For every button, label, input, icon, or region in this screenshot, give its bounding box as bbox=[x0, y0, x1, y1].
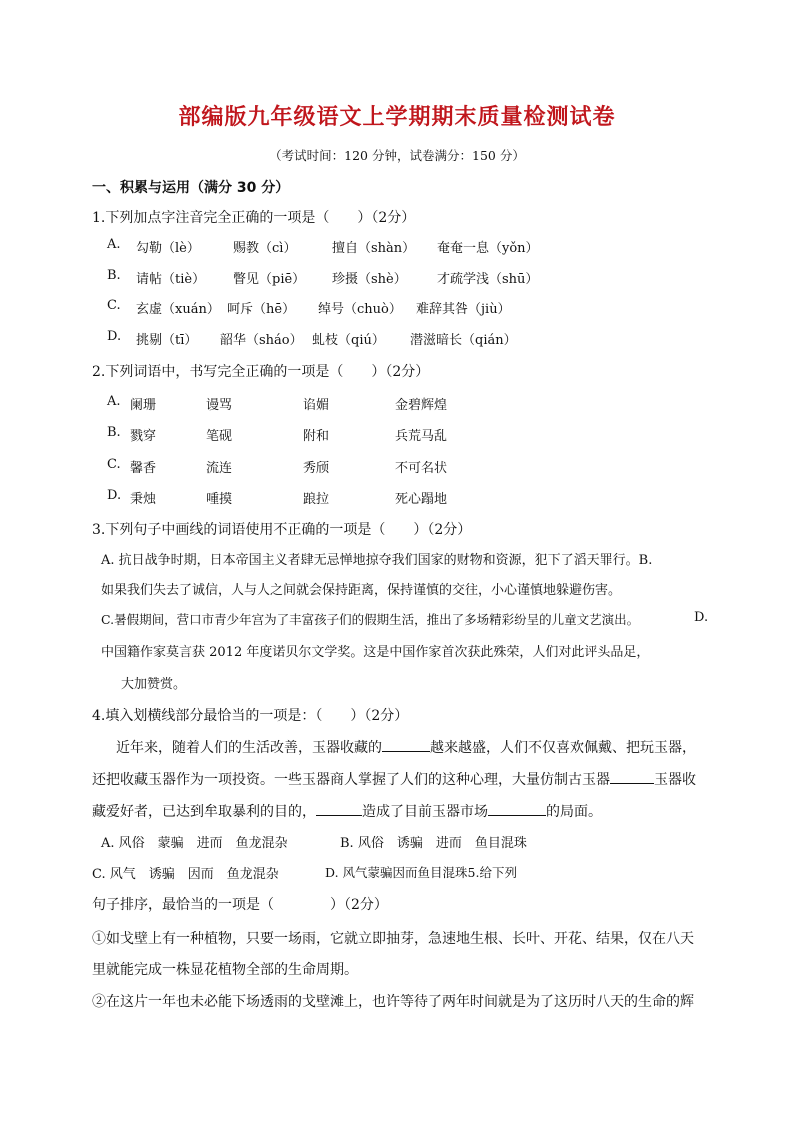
option-item: 请帖（tiè） bbox=[136, 272, 206, 287]
option-item: 死心蹋地 bbox=[395, 492, 448, 507]
q4-text: 近年来，随着人们的生活改善，玉器收藏的 bbox=[116, 740, 382, 756]
q3-option-d-label: D. bbox=[694, 610, 709, 625]
option-item: 潜滋暗长（qián） bbox=[410, 333, 517, 348]
exam-subtitle: （考试时间：120 分钟，试卷满分：150 分） bbox=[269, 148, 525, 163]
q4-option-d: D. 风气蒙骗因而鱼目混珠5.给下列 bbox=[325, 865, 517, 880]
q2-stem: 2.下列词语中，书写完全正确的一项是（ ）（2分） bbox=[92, 364, 430, 380]
q4-paragraph-line-1 bbox=[116, 737, 696, 757]
option-item: 才疏学浅（shū） bbox=[437, 272, 539, 287]
option-item: 呵斥（hē） bbox=[227, 302, 296, 317]
option-item: 秉烛 bbox=[130, 492, 157, 507]
q5-sentence-2: ②在这片一年也未必能下场透雨的戈壁滩上，也许等待了两年时间就是为了这历时八天的生命的辉 bbox=[92, 994, 694, 1010]
q4-option-b: B. 风俗 诱骗 进而 鱼目混珠 bbox=[340, 836, 527, 851]
option-item: 谄媚 bbox=[303, 398, 330, 413]
q4-paragraph-line-3 bbox=[92, 801, 602, 821]
option-item: 金碧辉煌 bbox=[395, 398, 448, 413]
option-letter: B. bbox=[107, 268, 121, 283]
option-item: 不可名状 bbox=[395, 461, 448, 476]
q4-paragraph-line-2 bbox=[92, 769, 696, 789]
option-item: 赐教（cì） bbox=[233, 241, 297, 256]
q3-line-4: 中国籍作家莫言获 2012 年度诺贝尔文学奖。这是中国作家首次获此殊荣，人们对此评头品足， bbox=[101, 645, 650, 660]
option-item: 流连 bbox=[206, 461, 233, 476]
q4-text: 的局面。 bbox=[546, 804, 602, 820]
option-item: 勾勒（lè） bbox=[136, 241, 200, 256]
q3-line-2: 如果我们失去了诚信，人与人之间就会保持距离，保持谨慎的交往，小心谨慎地躲避伤害。 bbox=[101, 583, 622, 598]
answer-blank bbox=[488, 801, 546, 816]
q3-line-5: 大加赞赏。 bbox=[121, 677, 187, 692]
section-heading: 一、积累与运用（满分 30 分） bbox=[92, 180, 290, 196]
q5-stem: 句子排序，最恰当的一项是（ ）（2分） bbox=[92, 897, 388, 913]
q4-stem: 4.填入划横线部分最恰当的一项是：（ ）（2分） bbox=[92, 708, 409, 724]
q1-stem: 1.下列加点字注音完全正确的一项是（ ）（2分） bbox=[92, 210, 416, 226]
option-letter: A. bbox=[107, 394, 121, 409]
option-letter: C. bbox=[107, 457, 121, 472]
option-item: 笔砚 bbox=[206, 429, 233, 444]
option-letter: C. bbox=[107, 298, 121, 313]
option-item: 韶华（sháo） bbox=[220, 333, 303, 348]
option-item: 戮穿 bbox=[130, 429, 157, 444]
option-item: 喠摸 bbox=[206, 492, 233, 507]
option-letter: D. bbox=[107, 488, 122, 503]
answer-blank bbox=[610, 769, 654, 784]
q4-option-a: A. 风俗 蒙骗 进而 鱼龙混杂 bbox=[101, 836, 288, 851]
option-item: 谩骂 bbox=[206, 398, 233, 413]
option-item: 绰号（chuò） bbox=[318, 302, 402, 317]
option-item: 馨香 bbox=[130, 461, 157, 476]
q3-stem: 3.下列句子中画线的词语使用不正确的一项是（ ）（2分） bbox=[92, 522, 472, 538]
q4-text: 越来越盛，人们不仅喜欢佩戴、把玩玉器， bbox=[430, 740, 696, 756]
q5-sentence-1: ①如戈壁上有一种植物，只要一场雨，它就立即抽芽，急速地生根、长叶、开花、结果，仅在八天 bbox=[92, 931, 694, 947]
answer-blank bbox=[382, 737, 430, 752]
option-item: 奄奄一息（yǒn） bbox=[437, 241, 539, 256]
option-letter: A. bbox=[107, 237, 121, 252]
option-letter: D. bbox=[107, 329, 122, 344]
option-item: 珍摄（shè） bbox=[332, 272, 407, 287]
option-item: 难辞其咎（jiù） bbox=[416, 302, 511, 317]
option-item: 挑剔（tī） bbox=[136, 333, 198, 348]
q3-line-3: C.暑假期间，营口市青少年宫为了丰富孩子们的假期生活，推出了多场精彩纷呈的儿童文艺演出。 bbox=[101, 612, 640, 627]
answer-blank bbox=[316, 801, 362, 816]
option-item: 虬枝（qiú） bbox=[312, 333, 385, 348]
q3-line-1: A. 抗日战争时期，日本帝国主义者肆无忌惮地掠夺我们国家的财物和资源，犯下了滔天罪行。B. bbox=[101, 553, 653, 568]
exam-title: 部编版九年级语文上学期期末质量检测试卷 bbox=[178, 105, 616, 130]
q4-text: 藏爱好者，已达到牟取暴利的目的， bbox=[92, 804, 316, 820]
q5-sentence-1-cont: 里就能完成一株显花植物全部的生命周期。 bbox=[92, 962, 358, 978]
q4-text: 玉器收 bbox=[654, 772, 696, 788]
option-item: 附和 bbox=[303, 429, 330, 444]
option-item: 阑珊 bbox=[130, 398, 157, 413]
q4-text: 还把收藏玉器作为一项投资。一些玉器商人掌握了人们的这种心理，大量仿制古玉器 bbox=[92, 772, 610, 788]
option-item: 玄虚（xuán） bbox=[136, 302, 220, 317]
option-item: 擅自（shàn） bbox=[332, 241, 416, 256]
option-item: 兵荒马乱 bbox=[395, 429, 448, 444]
q4-text: 造成了目前玉器市场 bbox=[362, 804, 488, 820]
option-item: 踉拉 bbox=[303, 492, 330, 507]
option-item: 秀颀 bbox=[303, 461, 330, 476]
option-item: 瞥见（piē） bbox=[233, 272, 306, 287]
option-letter: B. bbox=[107, 425, 121, 440]
q4-option-c: C. 风气 诱骗 因而 鱼龙混杂 bbox=[92, 867, 279, 882]
